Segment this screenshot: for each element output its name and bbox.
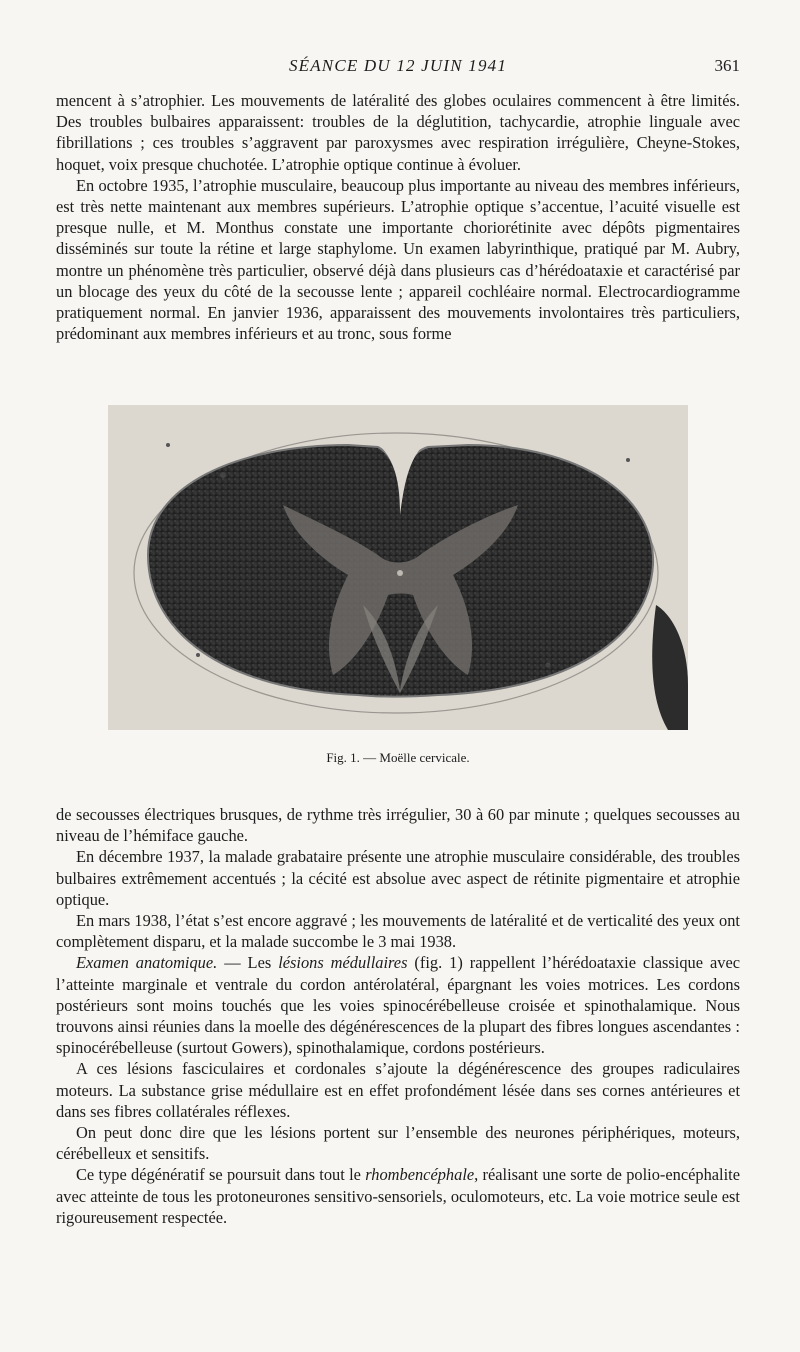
- figure-caption: Fig. 1. — Moëlle cervicale.: [326, 750, 470, 765]
- paragraph-lesions-fasciculaires: A ces lésions fasciculaires et cordonales s’ajoute la dégénérescence des groupes radiculaires moteurs. La substance grise médullaire est en effet profondément lésée dans ses cornes antérieures et dans ses fibres collatérales réflexes.: [56, 1059, 740, 1121]
- running-head: SÉANCE DU 12 JUIN 1941: [288, 56, 508, 75]
- bottom-text-block: [56, 804, 740, 1228]
- section-dash: — Les: [217, 953, 279, 973]
- paragraph-secousses: de secousses électriques brusques, de rythme très irrégulier, 30 à 60 par minute ; quelques secousses au niveau de l’hémiface gauche.: [56, 805, 740, 846]
- paragraph-examen-text: (fig. 1) rappellent l’hérédoataxie classique avec l’atteinte marginale et ventrale du cordon antérolatéral, épargnant les voies motrices. Les cordons postérieurs sont moins touchés que les voies spinocérébelleuse croisée et spinothalamique. Nous trouvons ainsi réunies dans la moelle des dégénérescences de la plupart des fibres longues ascendantes : spinocérébelleuse (surtout Gowers), spinothalamique, cordons postérieurs.: [56, 953, 740, 1058]
- paragraph-rhombencephale: [56, 1164, 740, 1228]
- paragraph-march-1938: En mars 1938, l’état s’est encore aggravé ; les mouvements de latéralité et de verticalité des yeux ont complètement disparu, et la malade succombe le 3 mai 1938.: [56, 911, 740, 952]
- page-number: 361: [714, 56, 740, 75]
- paragraph-december-1937: En décembre 1937, la malade grabataire présente une atrophie musculaire considérable, des troubles bulbaires extrêmement accentués ; la cécité est absolue avec aspect de rétinite pigmentaire et atrophie optique.: [56, 847, 740, 909]
- paragraph-continuation: mencent à s’atrophier. Les mouvements de latéralité des globes oculaires commencent à être limités. Des troubles bulbaires apparaissent: troubles de la déglutition, tachycardie, atrophie linguale avec fibrillations ; ces troubles s’aggravent par paroxysmes avec respiration irrégulière, Cheyne-Stokes, hoquet, voix presque chuchotée. L’atrophie optique continue à évoluer.: [56, 91, 740, 174]
- paragraph-examen-anatomique: [56, 952, 740, 1058]
- page-header: [56, 56, 740, 80]
- emphasis-lesions: lésions médullaires: [278, 953, 408, 973]
- spinal-cord-micrograph: [108, 405, 688, 730]
- paragraph-october-1935: En octobre 1935, l’atrophie musculaire, beaucoup plus importante au niveau des membres inférieurs, est très nette maintenant aux membres supérieurs. L’atrophie optique s’accentue, l’acuité visuelle est presque nulle, et M. Monthus constate une importante choriorétinite avec dépôts pigmentaires disséminés sur toute la rétine et large staphylome. Un examen labyrinthique, pratiqué par M. Aubry, montre un phénomène très particulier, observé déjà dans plusieurs cas d’hérédoataxie et caractérisé par un blocage des yeux du côté de la secousse lente ; appareil cochléaire normal. Electrocardiogramme pratiquement normal. En janvier 1936, apparaissent des mouvements involontaires très particuliers, prédominant aux membres inférieurs et au tronc, sous forme: [56, 175, 740, 344]
- paragraph-neurones: On peut donc dire que les lésions portent sur l’ensemble des neurones périphériques, moteurs, cérébelleux et sensitifs.: [56, 1123, 740, 1164]
- emphasis-rhombencephale: rhombencéphale: [365, 1165, 475, 1185]
- text-part-b: , réalisant une sorte de polio-encéphalite avec atteinte de tous les protoneurones sensitivo-sensoriels, oculomoteurs, etc. La voie motrice seule est rigoureusement respectée.: [56, 1165, 740, 1227]
- top-text-block: [56, 90, 740, 344]
- text-part-a: Ce type dégénératif se poursuit dans tout le: [76, 1165, 366, 1185]
- section-lead: Examen anatomique.: [76, 953, 218, 973]
